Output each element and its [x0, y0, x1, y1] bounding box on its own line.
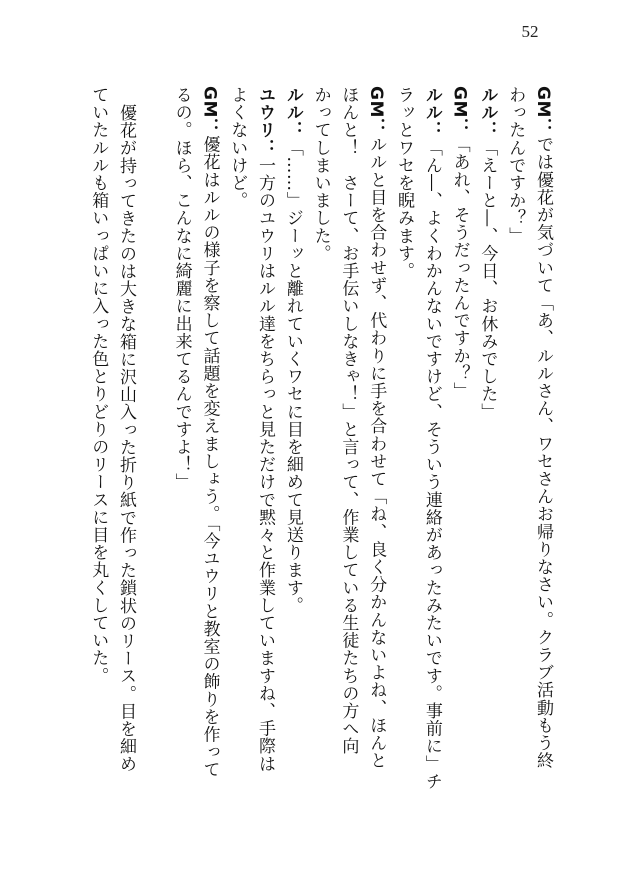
- text-line: [417, 86, 445, 826]
- text-line: [195, 86, 223, 826]
- line-text: 優花はルルの様子を察して話題を変えましょう。「今ユウリと教室の飾りを作って: [199, 135, 220, 779]
- line-text: 優花が持ってきたのは大きな箱に沢山入った折り紙で作った鎖状のリース。目を細め: [116, 103, 137, 773]
- speaker-label: GM：: [199, 86, 220, 136]
- text-line: [361, 86, 389, 826]
- line-text: 「……」ジーッと離れていくワセに目を細めて見送ります。: [282, 138, 303, 615]
- line-text: 「あれ、そうだったんですか？」: [449, 135, 470, 400]
- text-line: [306, 86, 334, 826]
- line-text: では優花が気づいて「あ、ルルさん、ワセさんお帰りなさい。クラブ活動もう終: [533, 135, 553, 770]
- speaker-label: GM：: [533, 86, 553, 136]
- line-text: 「えーと―、今日、お休みでした」: [477, 138, 498, 421]
- speaker-label: GM：: [366, 86, 387, 136]
- text-line: [445, 86, 473, 826]
- speaker-label: ルル：: [477, 86, 498, 139]
- text-line: [250, 86, 278, 826]
- line-text: よくないけど。: [227, 86, 248, 210]
- narration-line: [83, 86, 111, 826]
- novel-text-body: [66, 86, 556, 826]
- line-text: ほんと！ さーて、お手伝いしなきゃ！」と言って、作業している生徒たちの方へ向: [338, 86, 359, 755]
- speaker-label: ルル：: [282, 86, 303, 139]
- narration-line: [111, 86, 139, 826]
- line-text: ていたルルも箱いっぱいに入った色とりどりのリースに目を丸くしていた。: [88, 86, 109, 685]
- line-text: ラッとワセを睨みます。: [394, 86, 415, 280]
- text-line: [167, 86, 195, 826]
- line-text: かってしまいました。: [310, 86, 331, 262]
- page-number: 52: [521, 22, 539, 41]
- text-line: [473, 86, 501, 826]
- line-text: 一方のユウリはルル達をちらっと見ただけで黙々と作業していますね、手際は: [255, 156, 276, 773]
- speaker-label: ルル：: [421, 86, 442, 139]
- text-line: [500, 86, 528, 826]
- text-line: [222, 86, 250, 826]
- line-text: るの。ほら、こんなに綺麗に出来てるんですよ！」: [171, 86, 192, 491]
- text-line: [334, 86, 362, 826]
- text-line: [389, 86, 417, 826]
- line-text: わったんですか？」: [505, 86, 526, 245]
- line-text: 「ん―、よくわかんないですけど、そういう連絡があったみたいです。事前に」チ: [421, 138, 442, 791]
- speaker-label: GM：: [449, 86, 470, 136]
- speaker-label: ユウリ：: [255, 86, 276, 157]
- text-line: [278, 86, 306, 826]
- line-text: ルルと目を合わせず、代わりに手を合わせて「ね、良く分かんないよね、ほんと: [366, 135, 387, 770]
- text-line: [528, 86, 556, 826]
- blank-line: [139, 86, 167, 826]
